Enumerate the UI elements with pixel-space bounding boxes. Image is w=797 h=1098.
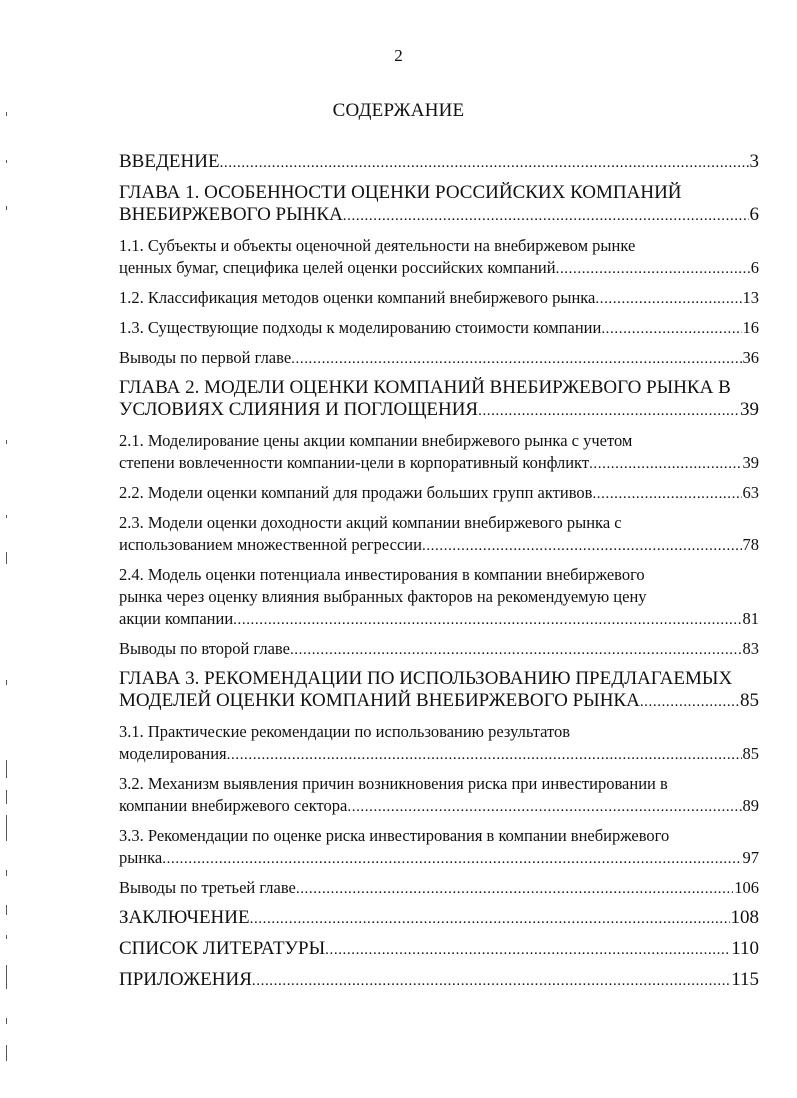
- toc-entry-line: ГЛАВА 2. МОДЕЛИ ОЦЕНКИ КОМПАНИЙ ВНЕБИРЖЕВОГО РЫНКА В: [119, 377, 731, 398]
- toc-entry: [119, 877, 759, 900]
- toc-entry: [119, 287, 759, 310]
- toc-entry-line: 1.1. Субъекты и объекты оценочной деятельности на внебиржевом рынке: [119, 236, 636, 255]
- toc-entry-last-line: [119, 847, 759, 870]
- dot-leader: [290, 638, 742, 661]
- toc-entry-line: 2.1. Моделирование цены акции компании внебиржевого рынка с учетом: [119, 431, 633, 450]
- dot-leader: [233, 608, 741, 631]
- toc-entry-title: 2.2. Модели оценки компаний для продажи больших групп активов: [119, 483, 593, 502]
- toc-entry: [119, 638, 759, 661]
- toc-page-number: 78: [742, 535, 759, 554]
- toc-entry-last-line: [119, 452, 759, 475]
- toc-entry-last-line: [119, 938, 759, 961]
- toc-entry-last-line: [119, 907, 759, 930]
- margin-scan-marks: [0, 0, 16, 1098]
- toc-page-number: 13: [742, 288, 759, 307]
- toc-entry: [119, 668, 759, 713]
- toc-entry-last-line: [119, 743, 759, 766]
- toc-entry-title: 1.2. Классификация методов оценки компаний внебиржевого рынка: [119, 288, 596, 307]
- toc-entry-last-line: [119, 317, 759, 340]
- toc-entry-last-line: [119, 969, 759, 992]
- toc-entry: [119, 377, 759, 422]
- toc-entry-title: ЗАКЛЮЧЕНИЕ: [119, 907, 250, 928]
- dot-leader: [347, 795, 741, 818]
- toc-entry: [119, 317, 759, 340]
- toc-entry: [119, 773, 759, 818]
- dot-leader: [589, 452, 741, 475]
- toc-entry-last-line: [119, 795, 759, 818]
- toc-page-number: 85: [742, 744, 759, 763]
- page-title: СОДЕРЖАНИЕ: [332, 100, 465, 121]
- toc-entry-title: моделирования: [119, 744, 227, 763]
- toc-entry: [119, 151, 759, 174]
- dot-leader: [640, 690, 739, 713]
- toc-page-number: 110: [731, 938, 759, 959]
- toc-entry-title: УСЛОВИЯХ СЛИЯНИЯ И ПОГЛОЩЕНИЯ: [119, 399, 479, 420]
- toc-entry-title: СПИСОК ЛИТЕРАТУРЫ: [119, 938, 326, 959]
- toc-entry: [119, 235, 759, 280]
- toc-entry-line: ГЛАВА 1. ОСОБЕННОСТИ ОЦЕНКИ РОССИЙСКИХ КОМПАНИЙ: [119, 182, 682, 203]
- page-number: 2: [394, 46, 403, 65]
- toc-entry-line: 3.3. Рекомендации по оценке риска инвестирования в компании внебиржевого: [119, 826, 670, 845]
- dot-leader: [595, 287, 741, 310]
- dot-leader: [556, 257, 750, 280]
- toc-entry-title: акции компании: [119, 609, 234, 628]
- dot-leader: [592, 482, 741, 505]
- toc-page-number: 115: [731, 969, 759, 990]
- toc-entry: [119, 482, 759, 505]
- dot-leader: [478, 399, 739, 422]
- toc-page-number: 36: [742, 348, 759, 367]
- toc-entry: [119, 347, 759, 370]
- toc-entry-title: Выводы по третьей главе: [119, 878, 296, 897]
- toc-entry-line: рынка через оценку влияния выбранных факторов на рекомендуемую цену: [119, 587, 647, 606]
- toc-page-number: 97: [742, 848, 759, 867]
- toc-page-number: 39: [742, 453, 759, 472]
- toc-entry-title: 1.3. Существующие подходы к моделированию стоимости компании: [119, 318, 602, 337]
- toc-entry: [119, 564, 759, 631]
- toc-entry: [119, 825, 759, 870]
- toc-entry-title: использованием множественной регрессии: [119, 535, 422, 554]
- dot-leader: [227, 743, 742, 766]
- toc-entry-last-line: [119, 287, 759, 310]
- toc-entry: [119, 938, 759, 961]
- toc-page-number: 83: [742, 639, 759, 658]
- toc-entry: [119, 512, 759, 557]
- toc-entry: [119, 721, 759, 766]
- toc-entry-line: 3.2. Механизм выявления причин возникновения риска при инвестировании в: [119, 774, 668, 793]
- toc-entry-title: компании внебиржевого сектора: [119, 796, 348, 815]
- toc-entry-line: ГЛАВА 3. РЕКОМЕНДАЦИИ ПО ИСПОЛЬЗОВАНИЮ ПРЕДЛАГАЕМЫХ: [119, 668, 733, 689]
- dot-leader: [250, 907, 730, 930]
- toc-entry-title: МОДЕЛЕЙ ОЦЕНКИ КОМПАНИЙ ВНЕБИРЖЕВОГО РЫНКА: [119, 690, 640, 711]
- dot-leader: [422, 534, 742, 557]
- toc-entry-last-line: [119, 690, 759, 713]
- toc-entry-title: ВВЕДЕНИЕ: [119, 151, 220, 172]
- toc-entry-last-line: [119, 399, 759, 422]
- toc-entry-line: 2.4. Модель оценки потенциала инвестирования в компании внебиржевого: [119, 565, 645, 584]
- toc-page-number: 85: [740, 690, 759, 711]
- toc-entry: [119, 182, 759, 227]
- toc-page-number: 89: [742, 796, 759, 815]
- toc-entry-title: степени вовлеченности компании-цели в корпоративный конфликт: [119, 453, 590, 472]
- toc-entry-last-line: [119, 608, 759, 631]
- toc-page-number: 106: [734, 878, 759, 897]
- toc-page-number: 39: [740, 399, 759, 420]
- toc-entry-last-line: [119, 347, 759, 370]
- dot-leader: [291, 347, 741, 370]
- toc-entry-last-line: [119, 638, 759, 661]
- toc-entry-line: 3.1. Практические рекомендации по использованию результатов: [119, 722, 571, 741]
- dot-leader: [296, 877, 733, 900]
- toc-entry: [119, 969, 759, 992]
- dot-leader: [601, 317, 741, 340]
- toc-entry-title: ценных бумаг, специфика целей оценки российских компаний: [119, 258, 556, 277]
- dot-leader: [325, 938, 730, 961]
- toc-entry-title: Выводы по второй главе: [119, 639, 290, 658]
- toc-page-number: 6: [749, 204, 759, 225]
- toc-page-number: 63: [742, 483, 759, 502]
- dot-leader: [252, 969, 730, 992]
- toc-entry-last-line: [119, 257, 759, 280]
- toc-page-number: 81: [742, 609, 759, 628]
- toc-entry-title: Выводы по первой главе: [119, 348, 292, 367]
- dot-leader: [343, 204, 749, 227]
- toc-entry-last-line: [119, 204, 759, 227]
- toc-entry-title: рынка: [119, 848, 163, 867]
- toc-page-number: 108: [730, 907, 759, 928]
- toc-entry-title: ВНЕБИРЖЕВОГО РЫНКА: [119, 204, 343, 225]
- toc-page-number: 3: [749, 151, 759, 172]
- toc-entry-last-line: [119, 482, 759, 505]
- table-of-contents: [119, 151, 759, 1000]
- toc-entry: [119, 907, 759, 930]
- toc-entry-last-line: [119, 151, 759, 174]
- dot-leader: [162, 847, 741, 870]
- toc-page-number: 6: [750, 258, 759, 277]
- toc-entry-title: ПРИЛОЖЕНИЯ: [119, 969, 252, 990]
- toc-entry: [119, 430, 759, 475]
- toc-page-number: 16: [742, 318, 759, 337]
- toc-entry-last-line: [119, 877, 759, 900]
- dot-leader: [220, 151, 749, 174]
- toc-entry-last-line: [119, 534, 759, 557]
- toc-entry-line: 2.3. Модели оценки доходности акций компании внебиржевого рынка с: [119, 513, 622, 532]
